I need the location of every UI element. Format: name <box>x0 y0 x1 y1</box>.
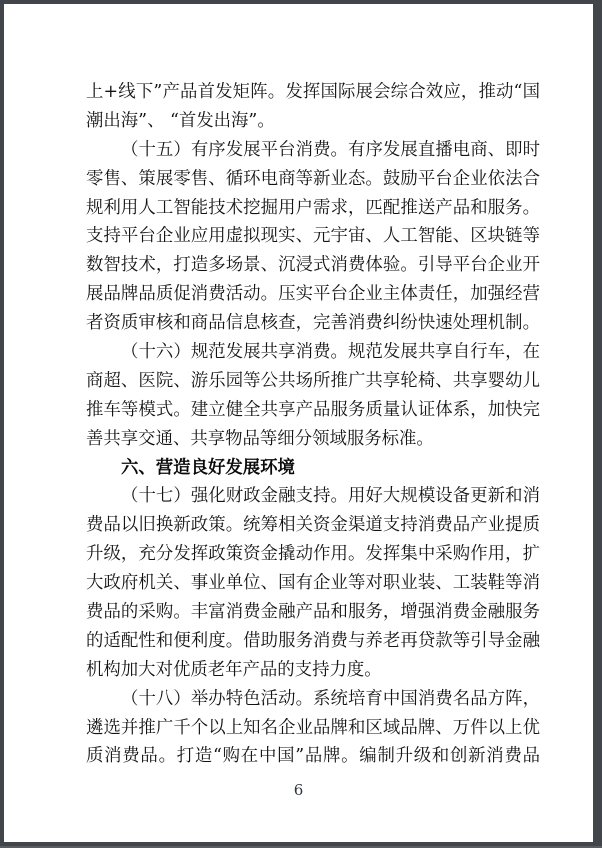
text-line: （十五）有序发展平台消费。有序发展直播电商、即时 <box>121 139 540 160</box>
text-line: 升级，充分发挥政策资金撬动作用。发挥集中采购作用，扩 <box>86 544 540 565</box>
text-line: 质消费品。打造“购在中国”品牌。编制升级和创新消费品 <box>86 746 540 767</box>
text-line: 推车等模式。建立健全共享产品服务质量认证体系，加快完 <box>86 399 540 420</box>
text-line: 遴选并推广千个以上知名企业品牌和区域品牌、万件以上优 <box>86 717 540 738</box>
text-line: （十七）强化财政金融支持。用好大规模设备更新和消 <box>121 486 540 507</box>
text-line: 的适配性和便利度。借助服务消费与养老再贷款等引导金融 <box>86 630 540 651</box>
text-line: 商超、医院、游乐园等公共场所推广共享轮椅、共享婴幼儿 <box>86 370 540 391</box>
text-line: 费品的采购。丰富消费金融产品和服务，增强消费金融服务 <box>86 602 540 623</box>
page-number: 6 <box>293 781 304 799</box>
text-line: （十八）举办特色活动。系统培育中国消费名品方阵， <box>121 688 540 709</box>
text-line: 展品牌品质促消费活动。压实平台企业主体责任，加强经营 <box>86 284 540 305</box>
text-line: 上+线下”产品首发矩阵。发挥国际展会综合效应，推动“国 <box>86 82 540 102</box>
text-line: 机构加大对优质老年产品的支持力度。 <box>86 659 382 680</box>
text-line: （十六）规范发展共享消费。规范发展共享自行车，在 <box>121 342 540 363</box>
text-line: 善共享交通、共享物品等细分领域服务标准。 <box>86 428 434 449</box>
text-line: 零售、策展零售、循环电商等新业态。鼓励平台企业依法合 <box>86 168 540 189</box>
text-line: 潮出海”、 “首发出海”。 <box>86 110 275 131</box>
text-line: 规利用人工智能技术挖掘用户需求，匹配推送产品和服务。 <box>86 197 540 218</box>
text-line: 数智技术，打造多场景、沉浸式消费体验。引导平台企业开 <box>86 255 540 276</box>
text-line: 支持平台企业应用虚拟现实、元宇宙、人工智能、区块链等 <box>86 226 540 247</box>
section-heading: 六、营造良好发展环境 <box>121 457 295 478</box>
text-line: 大政府机关、事业单位、国有企业等对职业装、工装鞋等消 <box>86 573 540 594</box>
document-lines <box>86 78 540 771</box>
text-line: 费品以旧换新政策。统筹相关资金渠道支持消费品产业提质 <box>86 515 540 536</box>
document-page <box>4 4 593 842</box>
text-line: 者资质审核和商品信息核查，完善消费纠纷快速处理机制。 <box>86 313 540 334</box>
